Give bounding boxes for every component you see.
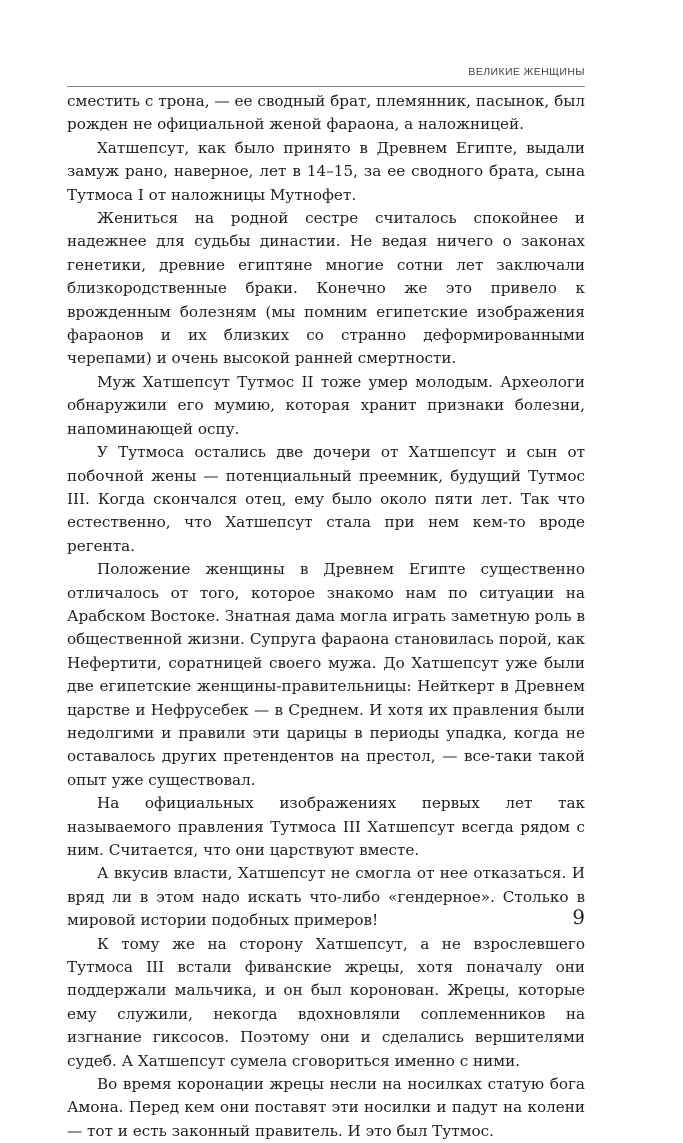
- running-head: ВЕЛИКИЕ ЖЕНЩИНЫ: [468, 66, 585, 78]
- paragraph: На официальных изображениях первых лет так называемого правления Тутмоса III Хатшепсут всегда рядом с ним. Считается, что они царствуют вместе.: [67, 794, 585, 859]
- paragraph: Хатшепсут, как было принято в Древнем Египте, выдали замуж рано, наверное, лет в 14–15, за ее сводного брата, сына Тутмоса I от наложницы Мутнофет.: [67, 138, 585, 204]
- paragraph: Жениться на родной сестре считалось спокойнее и надежнее для судьбы династии. Не ведая ничего о законах генетики, древние египтяне многие сотни лет заключали близкородственные браки. Конечно же это привело к врожденным болезням (мы помним египетские изображения фараонов и их близких со странно деформированными черепами) и очень высокой ранней смертности.: [67, 209, 585, 368]
- paragraph: У Тутмоса остались две дочери от Хатшепсут и сын от побочной жены — потенциальный преемник, будущий Тутмос III. Когда скончался отец, ему было около пяти лет. Так что естественно, что Хатшепсут стала при нем кем-то вроде регента.: [67, 443, 585, 555]
- page-number: 9: [572, 905, 585, 929]
- paragraph: Во время коронации жрецы несли на носилках статую бога Амона. Перед кем они поставят эти носилки и падут на колени — тот и есть законный правитель. И это был Тутмос.: [67, 1075, 585, 1140]
- paragraph: сместить с трона, — ее сводный брат, племянник, пасынок, был рожден не официальной женой фараона, а наложницей.: [67, 92, 585, 134]
- header-rule: [67, 86, 585, 87]
- paragraph: К тому же на сторону Хатшепсут, а не взрослевшего Тутмоса III встали фиванские жрецы, хотя поначалу они поддержали мальчика, и он был коронован. Жрецы, которые ему служили, некогда вдохновляли соплеменников на изгнание гиксосов. Поэтому они и сделались вершителями судеб. А Хатшепсут сумела сговориться именно с ними.: [67, 934, 585, 1070]
- paragraph: Положение женщины в Древнем Египте существенно отличалось от того, которое знакомо нам по ситуации на Арабском Востоке. Знатная дама могла играть заметную роль в общественной жизни. Супруга фараона становилась порой, как Нефертити, соратницей своего мужа. До Хатшепсут уже были две египетские женщины-правительницы: Нейткерт в Древнем царстве и Нефрусебек — в Среднем. И хотя их правления были недолгими и правили эти царицы в периоды упадка, когда не оставалось других претендентов на престол, — все-таки такой опыт уже существовал.: [67, 560, 585, 789]
- paragraph: Муж Хатшепсут Тутмос II тоже умер молодым. Археологи обнаружили его мумию, которая хранит признаки болезни, напоминающей оспу.: [67, 372, 585, 438]
- paragraph: А вкусив власти, Хатшепсут не смогла от нее отказаться. И вряд ли в этом надо искать что-либо «гендерное». Столько в мировой истории подобных примеров!: [67, 864, 585, 930]
- body-text: [67, 90, 585, 1143]
